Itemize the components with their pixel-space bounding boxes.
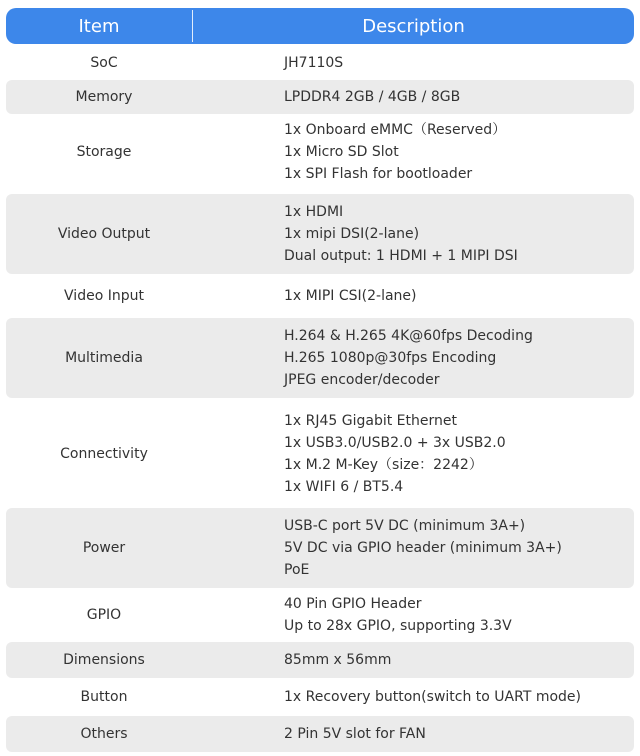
row-description [202,52,343,74]
desc-line: LPDDR4 2GB / 4GB / 8GB [284,89,461,105]
desc-line: 2 Pin 5V slot for FAN [284,726,426,742]
table-row [6,680,634,714]
desc-line: 1x M.2 M-Key（size：2242） [284,457,483,473]
row-description [202,119,506,185]
desc-line: H.265 1080p@30fps Encoding [284,350,497,366]
desc-line: USB-C port 5V DC (minimum 3A+) [284,518,526,534]
row-description [202,86,460,108]
desc-line: Up to 28x GPIO, supporting 3.3V [284,618,512,634]
row-item: Storage [76,144,132,160]
table-row [6,642,634,678]
desc-line: JH7110S [284,55,344,71]
row-description [202,649,391,671]
row-description [202,593,512,637]
table-row [6,194,634,274]
row-item: GPIO [86,607,122,623]
row-description [202,201,518,267]
table-row [6,318,634,398]
desc-line: 40 Pin GPIO Header [284,596,422,612]
desc-line: 1x mipi DSI(2-lane) [284,226,420,242]
header-description: Description [362,15,465,37]
desc-line: 1x HDMI [284,204,344,220]
table-header [6,8,634,44]
desc-line: H.264 & H.265 4K@60fps Decoding [284,328,533,344]
table-row [6,590,634,640]
row-item: Multimedia [65,350,143,366]
desc-line: 1x RJ45 Gigabit Ethernet [284,413,457,429]
row-description [202,325,533,391]
desc-line: Dual output: 1 HDMI + 1 MIPI DSI [284,248,518,264]
desc-line: 1x WIFI 6 / BT5.4 [284,479,404,495]
row-description [202,686,581,708]
row-description [202,515,562,581]
row-item: Others [80,726,128,742]
desc-line: 1x MIPI CSI(2-lane) [284,288,417,304]
table-row [6,402,634,506]
header-divider [192,10,193,42]
desc-line: 1x Onboard eMMC（Reserved） [284,122,507,138]
row-item: Memory [75,89,133,105]
table-row [6,80,634,114]
row-item: Dimensions [63,652,145,668]
desc-line: 85mm x 56mm [284,652,392,668]
header-item: Item [78,15,120,37]
row-description [202,410,506,498]
desc-line: 5V DC via GPIO header (minimum 3A+) [284,540,562,556]
row-item: Video Output [57,226,151,242]
desc-line: PoE [284,562,310,578]
desc-line: 1x SPI Flash for bootloader [284,166,473,182]
row-item: Button [80,689,128,705]
desc-line: JPEG encoder/decoder [284,372,440,388]
row-item: SoC [90,55,118,71]
row-description [202,285,417,307]
desc-line: 1x Micro SD Slot [284,144,399,160]
table-row [6,278,634,314]
desc-line: 1x USB3.0/USB2.0 + 3x USB2.0 [284,435,506,451]
row-description [202,723,426,745]
table-row [6,508,634,588]
desc-line: 1x Recovery button(switch to UART mode) [284,689,581,705]
row-item: Power [82,540,126,556]
table-row [6,716,634,752]
table-row [6,46,634,80]
table-row [6,114,634,190]
row-item: Connectivity [60,446,148,462]
row-item: Video Input [64,288,144,304]
